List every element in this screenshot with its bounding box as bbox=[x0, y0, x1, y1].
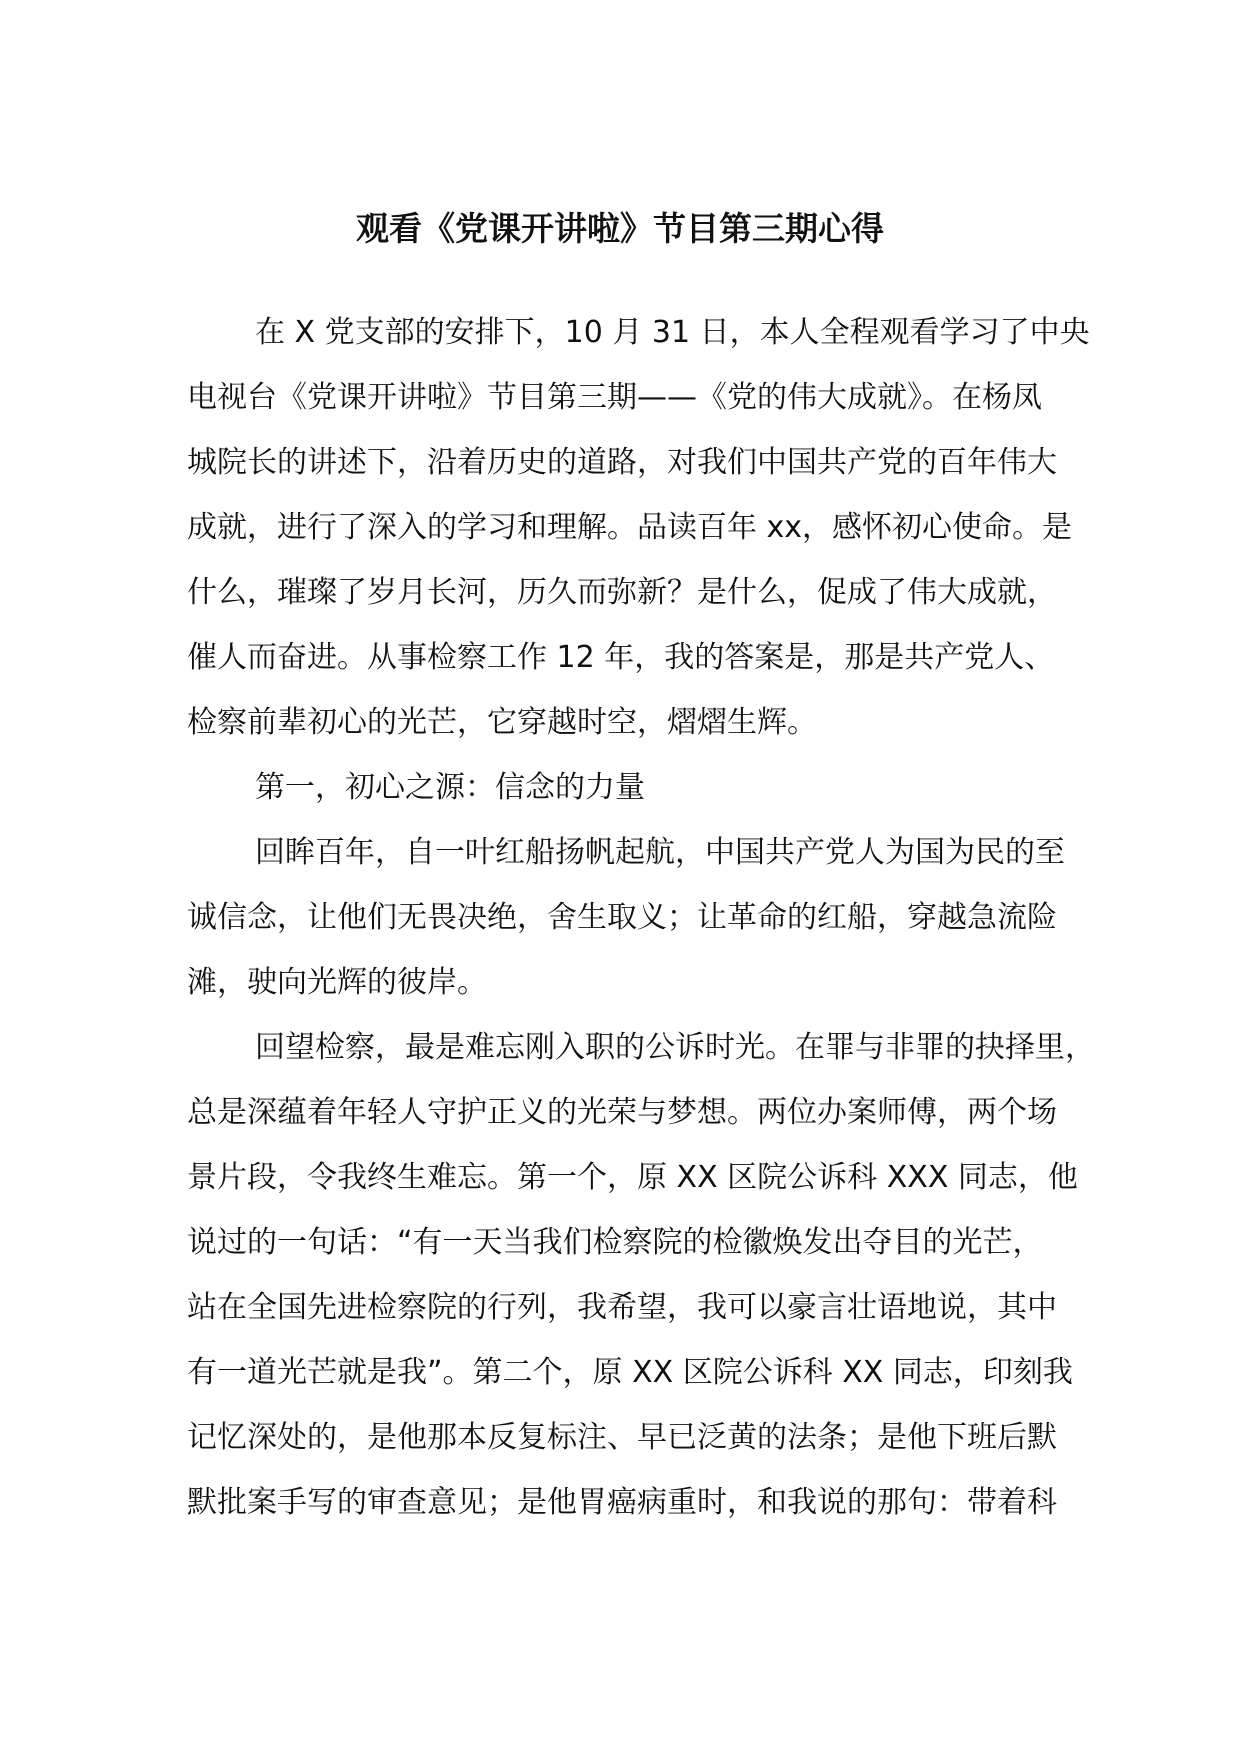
paragraph-line: 催人而奋进。从事检察工作 12 年，我的答案是，那是共产党人、 bbox=[187, 640, 1055, 675]
paragraph-line: 景片段，令我终生难忘。第一个，原 XX 区院公诉科 XXX 同志，他 bbox=[187, 1160, 1078, 1195]
paragraph-line: 电视台《党课开讲啦》节目第三期——《党的伟大成就》。在杨凤 bbox=[187, 380, 1042, 415]
paragraph-line: 说过的一句话：“有一天当我们检察院的检徽焕发出夺目的光芒， bbox=[187, 1225, 1043, 1260]
paragraph-line: 成就，进行了深入的学习和理解。品读百年 xx，感怀初心使命。是 bbox=[187, 510, 1073, 545]
paragraph-line: 什么，璀璨了岁月长河，历久而弥新？是什么，促成了伟大成就， bbox=[187, 575, 1057, 610]
paragraph-line: 滩，驶向光辉的彼岸。 bbox=[187, 965, 487, 1000]
document-title: 观看《党课开讲啦》节目第三期心得 bbox=[356, 209, 884, 248]
paragraph-line: 总是深蕴着年轻人守护正义的光荣与梦想。两位办案师傅，两个场 bbox=[187, 1095, 1057, 1130]
paragraph-line: 诚信念，让他们无畏决绝，舍生取义；让革命的红船，穿越急流险 bbox=[187, 900, 1057, 935]
paragraph-line: 城院长的讲述下，沿着历史的道路，对我们中国共产党的百年伟大 bbox=[187, 445, 1057, 480]
paragraph-line: 站在全国先进检察院的行列，我希望，我可以豪言壮语地说，其中 bbox=[187, 1290, 1057, 1325]
document-body bbox=[187, 300, 1095, 1535]
paragraph-line: 回望检察，最是难忘刚入职的公诉时光。在罪与非罪的抉择里， bbox=[255, 1030, 1095, 1065]
paragraph-line: 默批案手写的审查意见；是他胃癌病重时，和我说的那句：带着科 bbox=[187, 1485, 1057, 1520]
paragraph-line: 记忆深处的，是他那本反复标注、早已泛黄的法条；是他下班后默 bbox=[187, 1420, 1057, 1455]
paragraph-line: 回眸百年，自一叶红船扬帆起航，中国共产党人为国为民的至 bbox=[255, 835, 1065, 870]
section-heading: 第一，初心之源：信念的力量 bbox=[255, 770, 645, 805]
paragraph-line: 在 X 党支部的安排下，10 月 31 日，本人全程观看学习了中央 bbox=[255, 315, 1090, 350]
paragraph-line: 有一道光芒就是我”。第二个，原 XX 区院公诉科 XX 同志，印刻我 bbox=[187, 1355, 1073, 1390]
paragraph-line: 检察前辈初心的光芒，它穿越时空，熠熠生辉。 bbox=[187, 705, 817, 740]
